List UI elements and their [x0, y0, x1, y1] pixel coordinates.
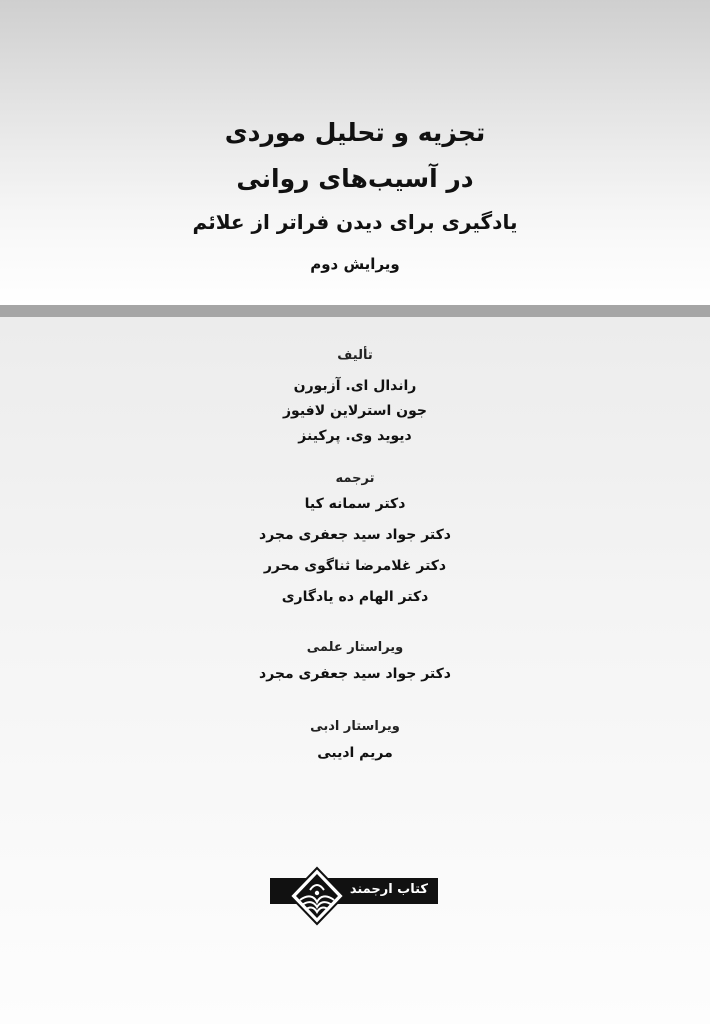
authors-role-label: تألیف [337, 348, 373, 363]
publisher-name: کتاب ارجمند [349, 882, 428, 897]
translator-name: دکتر غلامرضا ثناگوی محرر [263, 558, 447, 574]
author-name: دیوید وی. پرکینز [298, 428, 412, 444]
scientific-editor-role-label: ویراستار علمی [306, 640, 404, 655]
publisher-logo [270, 870, 438, 928]
publisher-book-logo-icon [286, 866, 348, 928]
literary-editor-role-label: ویراستار ادبی [310, 719, 400, 734]
scientific-editor-name: دکتر جواد سید جعفری مجرد [259, 666, 451, 682]
translator-name: دکتر سمانه کیا [304, 496, 406, 512]
translators-role-label: ترجمه [335, 471, 375, 486]
divider-bar [0, 305, 710, 317]
author-name: جون استرلاین لافیوز [283, 403, 427, 419]
edition-label: ویرایش دوم [310, 255, 400, 273]
book-title-line-2: در آسیب‌های روانی [236, 164, 474, 193]
author-name: راندال ای. آزبورن [293, 378, 417, 394]
book-subtitle: یادگیری برای دیدن فراتر از علائم [192, 210, 518, 234]
literary-editor-name: مریم ادیبی [317, 745, 393, 761]
translator-name: دکتر جواد سید جعفری مجرد [259, 527, 451, 543]
book-title-line-1: تجزیه و تحلیل موردی [224, 118, 486, 147]
translator-name: دکتر الهام ده یادگاری [281, 589, 429, 605]
